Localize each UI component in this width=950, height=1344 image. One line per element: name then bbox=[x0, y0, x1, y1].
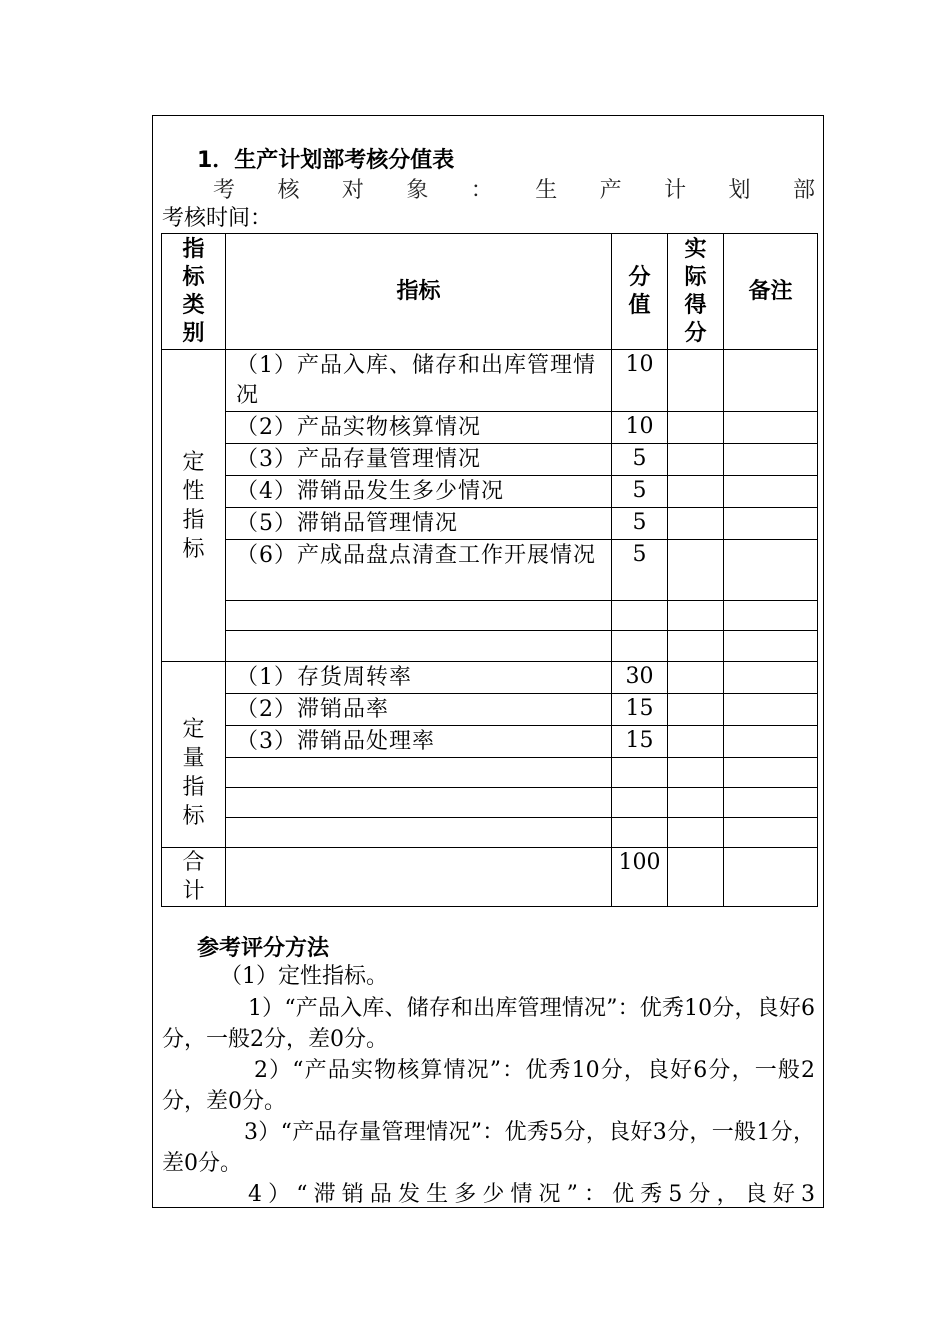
table-row bbox=[162, 444, 818, 476]
score-cell: 5 bbox=[612, 444, 668, 476]
indicator-cell: （5）滞销品管理情况 bbox=[226, 508, 612, 540]
indicator-cell: （3）产品存量管理情况 bbox=[226, 444, 612, 476]
remark-cell bbox=[724, 758, 818, 788]
score-cell bbox=[612, 818, 668, 848]
table-row bbox=[162, 476, 818, 508]
actual-score-cell bbox=[668, 662, 724, 694]
header-actual-score: 实际得分 bbox=[668, 234, 724, 350]
method-item: 1）“产品入库、储存和出库管理情况”：优秀10分，良好6分，一般2分，差0分。 bbox=[162, 996, 815, 1052]
header-indicator: 指标 bbox=[226, 234, 612, 350]
actual-score-cell bbox=[668, 412, 724, 444]
method-subheading: （1）定性指标。 bbox=[220, 964, 388, 989]
remark-cell bbox=[724, 350, 818, 412]
score-cell: 10 bbox=[612, 350, 668, 412]
actual-score-cell bbox=[668, 818, 724, 848]
actual-score-cell bbox=[668, 601, 724, 631]
total-label: 合计 bbox=[162, 848, 226, 907]
method-item: 4）“滞销品发生多少情况”：优秀5分，良好3 bbox=[248, 1182, 815, 1207]
remark-cell bbox=[724, 631, 818, 662]
table-row bbox=[162, 540, 818, 601]
score-table bbox=[161, 233, 818, 907]
table-row bbox=[162, 726, 818, 758]
total-row bbox=[162, 848, 818, 907]
indicator-cell bbox=[226, 631, 612, 662]
table-row bbox=[162, 818, 818, 848]
remark-cell bbox=[724, 788, 818, 818]
remark-cell bbox=[724, 540, 818, 601]
subject-char: 划 bbox=[728, 178, 751, 203]
remark-cell bbox=[724, 726, 818, 758]
score-cell: 10 bbox=[612, 412, 668, 444]
indicator-cell: （1）产品入库、储存和出库管理情况 bbox=[226, 350, 612, 412]
remark-cell bbox=[724, 444, 818, 476]
score-cell: 5 bbox=[612, 476, 668, 508]
score-cell: 15 bbox=[612, 694, 668, 726]
qualitative-category: 定性指标 bbox=[162, 350, 226, 662]
score-cell: 5 bbox=[612, 508, 668, 540]
actual-score-cell bbox=[668, 508, 724, 540]
header-remark: 备注 bbox=[724, 234, 818, 350]
remark-cell bbox=[724, 476, 818, 508]
score-cell: 5 bbox=[612, 540, 668, 601]
indicator-cell: （2）产品实物核算情况 bbox=[226, 412, 612, 444]
total-indicator-cell bbox=[226, 848, 612, 907]
remark-cell bbox=[724, 694, 818, 726]
score-cell bbox=[612, 631, 668, 662]
table-row bbox=[162, 758, 818, 788]
remark-cell bbox=[724, 508, 818, 540]
indicator-cell: （1）存货周转率 bbox=[226, 662, 612, 694]
actual-score-cell bbox=[668, 476, 724, 508]
actual-score-cell bbox=[668, 758, 724, 788]
actual-score-cell bbox=[668, 540, 724, 601]
table-row bbox=[162, 350, 818, 412]
total-actual-score-cell bbox=[668, 848, 724, 907]
indicator-cell: （4）滞销品发生多少情况 bbox=[226, 476, 612, 508]
actual-score-cell bbox=[668, 444, 724, 476]
actual-score-cell bbox=[668, 726, 724, 758]
score-cell bbox=[612, 601, 668, 631]
method-item: 3）“产品存量管理情况”：优秀5分，良好3分，一般1分，差0分。 bbox=[162, 1120, 815, 1176]
score-cell bbox=[612, 788, 668, 818]
header-score: 分值 bbox=[612, 234, 668, 350]
table-row bbox=[162, 694, 818, 726]
assessment-subject bbox=[213, 176, 815, 206]
subject-char: 产 bbox=[599, 178, 622, 203]
indicator-cell: （3）滞销品处理率 bbox=[226, 726, 612, 758]
indicator-cell bbox=[226, 758, 612, 788]
indicator-cell bbox=[226, 788, 612, 818]
table-row bbox=[162, 412, 818, 444]
remark-cell bbox=[724, 662, 818, 694]
document-frame bbox=[152, 115, 824, 1208]
subject-char: ： bbox=[470, 178, 493, 203]
method-title: 参考评分方法 bbox=[197, 936, 330, 961]
quantitative-category: 定量指标 bbox=[162, 662, 226, 848]
subject-char: 生 bbox=[535, 178, 558, 203]
subject-char: 对 bbox=[341, 178, 364, 203]
score-cell: 30 bbox=[612, 662, 668, 694]
subject-char: 部 bbox=[792, 178, 815, 203]
score-cell bbox=[612, 758, 668, 788]
indicator-cell bbox=[226, 818, 612, 848]
remark-cell bbox=[724, 818, 818, 848]
indicator-cell bbox=[226, 601, 612, 631]
indicator-cell: （2）滞销品率 bbox=[226, 694, 612, 726]
table-row bbox=[162, 662, 818, 694]
table-row bbox=[162, 788, 818, 818]
actual-score-cell bbox=[668, 631, 724, 662]
assessment-time-label: 考核时间： bbox=[162, 206, 273, 231]
method-item: 2）“产品实物核算情况”：优秀10分，良好6分，一般2分，差0分。 bbox=[162, 1058, 815, 1114]
remark-cell bbox=[724, 601, 818, 631]
subject-char: 核 bbox=[277, 178, 300, 203]
table-row bbox=[162, 631, 818, 662]
header-category: 指标类别 bbox=[162, 234, 226, 350]
remark-cell bbox=[724, 412, 818, 444]
table-row bbox=[162, 601, 818, 631]
total-score: 100 bbox=[612, 848, 668, 907]
actual-score-cell bbox=[668, 788, 724, 818]
subject-char: 计 bbox=[664, 178, 687, 203]
indicator-cell: （6）产成品盘点清查工作开展情况 bbox=[226, 540, 612, 601]
table-header-row bbox=[162, 234, 818, 350]
section-title: 1．生产计划部考核分值表 bbox=[197, 148, 455, 173]
score-cell: 15 bbox=[612, 726, 668, 758]
actual-score-cell bbox=[668, 694, 724, 726]
total-remark-cell bbox=[724, 848, 818, 907]
actual-score-cell bbox=[668, 350, 724, 412]
subject-char: 象 bbox=[406, 178, 429, 203]
subject-char: 考 bbox=[213, 178, 236, 203]
table-row bbox=[162, 508, 818, 540]
